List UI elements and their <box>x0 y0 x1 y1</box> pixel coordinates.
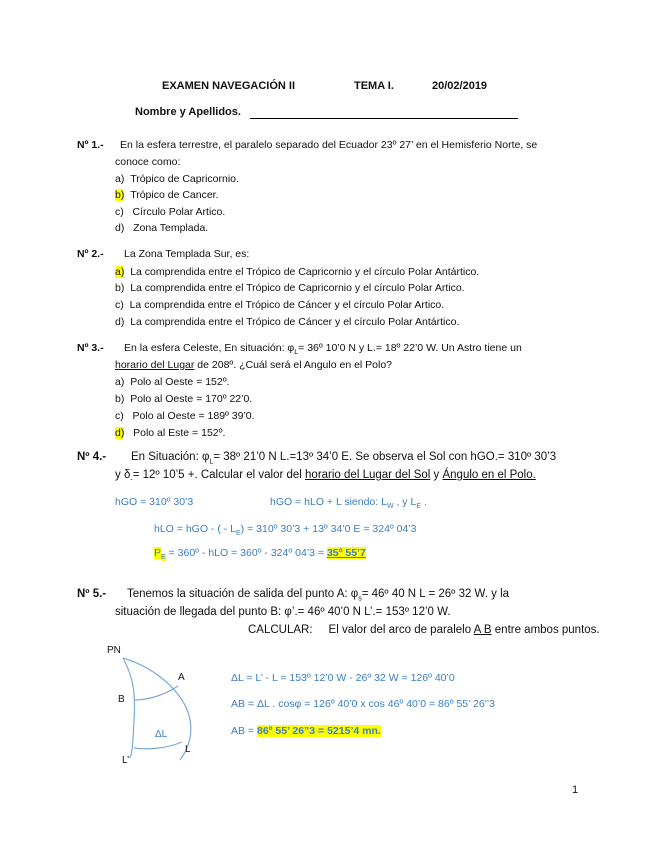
q4-text: En Situación: $\varphi_L=$ 38º 21’0 N L.=13º 34’0 E. Se observa el Sol con hGO.= 310º 30’3 <box>131 451 557 466</box>
q2-option-a: a) La comprendida entre el Trópico de Capricornio y el círculo Polar Antártico. <box>115 266 480 278</box>
q5-text-cont: situación de llegada del punto B: φ’.= 46º 40’0 N L’.= 153º 12’0 W. <box>115 606 451 618</box>
q3-option-b: b) Polo al Oeste = 170º 22’0. <box>115 393 253 405</box>
q1-number: Nº 1.- <box>77 139 104 151</box>
q3-text: En la esfera Celeste, En situación: $\varphi_L=$ 36º 10’0 N y L.= 18º 22’0 W. Un Astro tiene un <box>124 342 522 357</box>
q5-result: 86º 55’ 26”3 = 5215’4 mn. <box>256 725 381 737</box>
fig-label-b: B <box>118 694 125 705</box>
fig-label-l: L <box>185 744 191 755</box>
fig-label-pn: PN <box>107 645 121 656</box>
q5-number: Nº 5.- <box>77 588 107 600</box>
q1-text: En la esfera terrestre, el paralelo separado del Ecuador 23º 27’ en el Hemisferio Norte, se <box>120 139 538 151</box>
exam-date: 20/02/2019 <box>432 80 488 92</box>
q5-solution-ab: AB = ΔL . cosφ = 126º 40’0 x cos 46º 40’0 = 86º 55’ 26’’3 <box>231 698 495 710</box>
exam-topic: TEMA I. <box>354 80 394 92</box>
meridian-inner <box>123 658 135 758</box>
q5-solution-delta-l: ΔL = L’ - L = 153º 12’0 W - 26º 32 W = 126º 40’0 <box>231 672 455 684</box>
q5-solution-result: AB = 86º 55’ 26”3 = 5215’4 mn. <box>231 725 381 737</box>
fig-label-a: A <box>178 672 185 683</box>
exam-title: EXAMEN NAVEGACIÓN II <box>162 80 296 92</box>
q2-text: La Zona Templada Sur, es: <box>124 248 250 260</box>
q1-option-a: a) Trópico de Capricornio. <box>115 173 239 185</box>
q1-text-cont: conoce como: <box>115 156 181 168</box>
q5-text: Tenemos la situación de salida del punto A: $\varphi_s=$ 46º 40 N L = 26º 32 W. y la <box>127 588 510 603</box>
q1-option-d: d) Zona Templada. <box>115 222 209 234</box>
q4-solution-hgo: hGO = 310º 30’3 <box>115 496 194 508</box>
q3-text-cont: horario del Lugar de 208º. ¿Cuál será el Angulo en el Polo? <box>115 359 393 371</box>
answer-highlight: d) <box>115 427 125 439</box>
answer-highlight: a) <box>115 266 125 278</box>
q3-option-c: c) Polo al Oeste = 189º 39’0. <box>115 410 255 422</box>
q1-option-c: c) Círculo Polar Artico. <box>115 206 226 218</box>
q3-option-a: a) Polo al Oeste = 152º. <box>115 376 230 388</box>
q4-solution-hlo: hLO = hGO - ( - $L_E$) = 310º 30’3 + 13º 34’0 E = 324º 04’3 <box>154 523 417 538</box>
q4-text-cont: y $\delta_-=$ 12º 10’5 +. Calcular el valor del horario del Lugar del Sol y Ángulo en el Polo. <box>115 469 536 484</box>
parallel-arc-bottom <box>134 742 182 749</box>
q4-result: 35º 55’7 <box>326 547 366 559</box>
q3-number: Nº 3.- <box>77 342 104 354</box>
q2-option-c: c) La comprendida entre el Trópico de Cáncer y el círculo Polar Artico. <box>115 299 445 311</box>
q3-option-d: d) Polo al Este = 152º. <box>115 427 226 439</box>
answer-highlight: b) <box>115 189 125 201</box>
parallel-arc-top <box>134 686 178 700</box>
q4-solution-formula: hGO = hLO + L siendo: $L_W$ , y $L_E$ . <box>270 496 427 511</box>
q4-number: Nº 4.- <box>77 451 107 463</box>
q4-solution-pe: $P_E$ = 360º - hLO = 360º - 324º 04’3 = 35º 55’7 <box>154 547 366 562</box>
q5-calc: CALCULAR: El valor del arco de paralelo A B entre ambos puntos. <box>248 624 600 636</box>
q2-number: Nº 2.- <box>77 248 104 260</box>
name-label: Nombre y Apellidos. <box>135 106 241 118</box>
fig-label-delta-l: ΔL <box>155 729 168 740</box>
q2-option-d: d) La comprendida entre el Trópico de Cáncer y el círculo Polar Antártico. <box>115 316 460 328</box>
fig-label-l-prime: L’ <box>122 755 130 766</box>
q2-option-b: b) La comprendida entre el Trópico de Capricornio y el círculo Polar Artico. <box>115 282 465 294</box>
page-number: 1 <box>572 784 579 796</box>
q1-option-b: b) Trópico de Cancer. <box>115 189 219 201</box>
